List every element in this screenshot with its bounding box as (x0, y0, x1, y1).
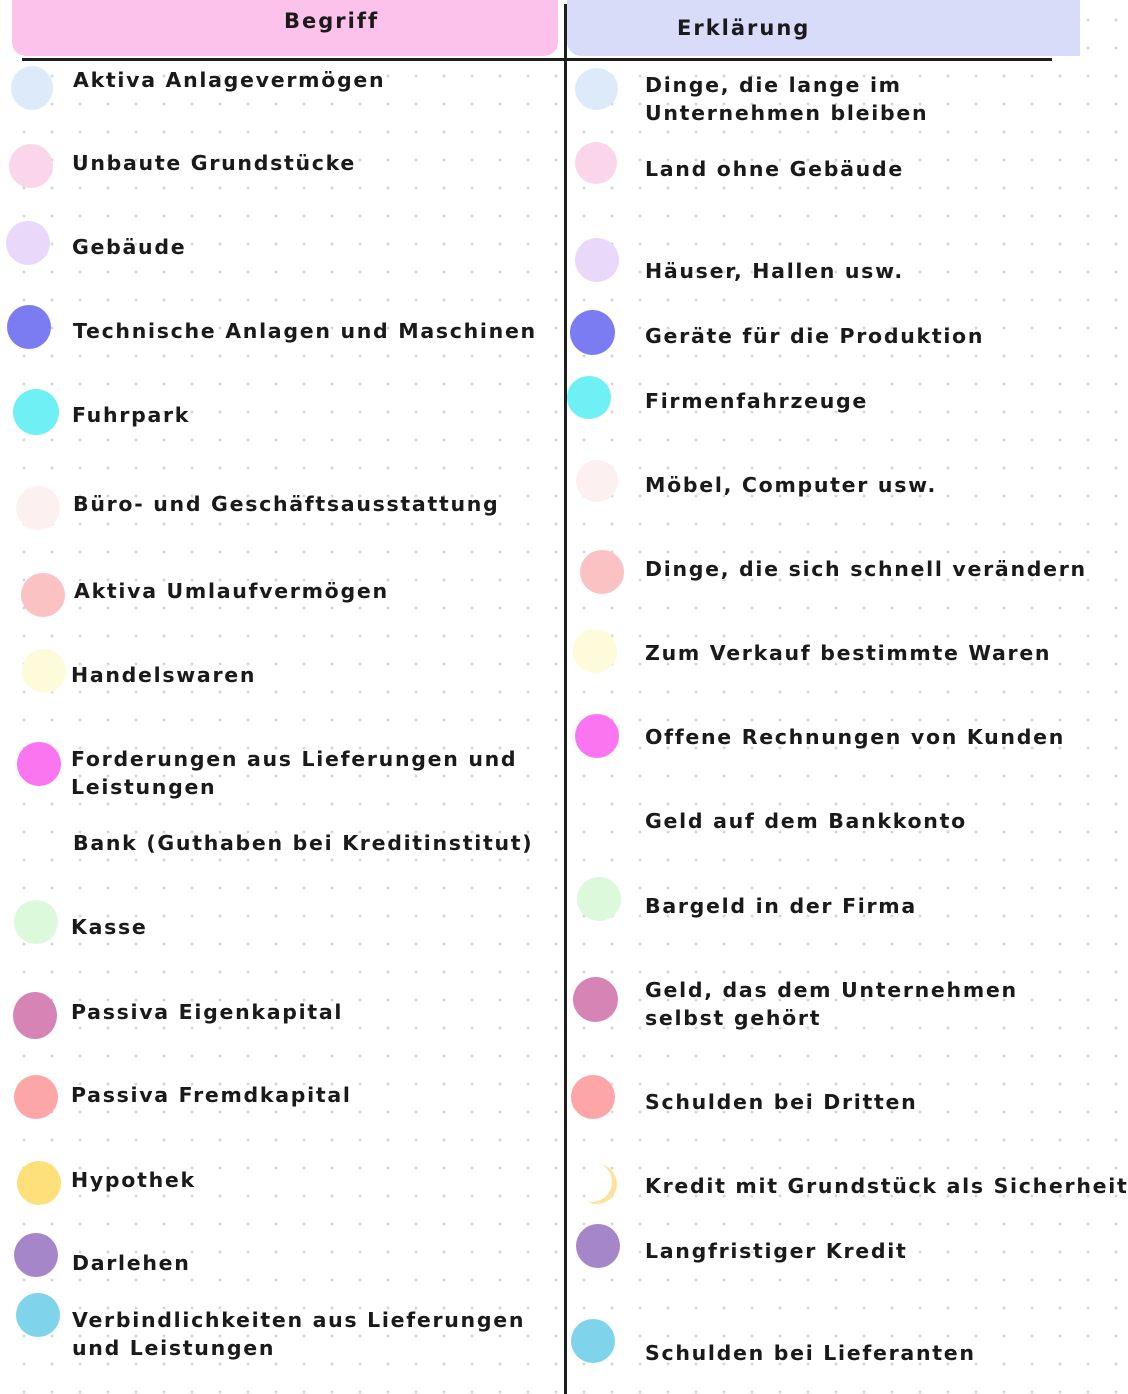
term-color-dot (17, 742, 61, 786)
explanation-color-dot (576, 460, 618, 502)
term-passiva-fremdkapital: Passiva Fremdkapital (71, 1083, 352, 1107)
term-bank: Bank (Guthaben bei Kreditinstitut) (73, 831, 534, 855)
header-divider (22, 58, 1052, 61)
term-verbindlichkeiten: Verbindlichkeiten aus Lieferungen und Leistungen (72, 1308, 526, 1360)
explanation-color-dot (570, 310, 615, 355)
crescent-moon-icon (572, 1162, 612, 1202)
term-color-dot (14, 1075, 58, 1119)
explanation-darlehen: Langfristiger Kredit (645, 1239, 908, 1263)
explanation-color-dot (567, 376, 611, 419)
term-color-dot (11, 66, 53, 110)
term-passiva-eigenkapital: Passiva Eigenkapital (71, 1000, 344, 1024)
column-divider (564, 4, 567, 1394)
explanation-handelswaren: Zum Verkauf bestimmte Waren (645, 641, 1052, 665)
explanation-bank: Geld auf dem Bankkonto (645, 809, 967, 833)
explanation-gebaeude: Häuser, Hallen usw. (645, 259, 904, 283)
term-color-dot (22, 649, 66, 693)
term-color-dot (16, 486, 60, 530)
explanation-kasse: Bargeld in der Firma (645, 894, 917, 918)
term-kasse: Kasse (71, 915, 148, 939)
explanation-color-dot (571, 1075, 615, 1119)
term-color-dot (14, 900, 58, 944)
explanation-forderungen: Offene Rechnungen von Kunden (645, 725, 1065, 749)
explanation-passiva-fremdkapital: Schulden bei Dritten (645, 1090, 918, 1114)
column-title-erklaerung: Erklärung (677, 16, 811, 40)
term-color-dot (13, 389, 59, 435)
term-handelswaren: Handelswaren (71, 663, 257, 687)
term-darlehen: Darlehen (72, 1251, 191, 1275)
explanation-technische-anlagen: Geräte für die Produktion (645, 324, 985, 348)
term-color-dot (21, 573, 65, 617)
explanation-color-dot (575, 238, 619, 282)
explanation-color-dot (573, 629, 617, 673)
explanation-buero-geschaeftsausstattung: Möbel, Computer usw. (645, 473, 937, 497)
explanation-color-dot (577, 877, 621, 921)
explanation-verbindlichkeiten: Schulden bei Lieferanten (645, 1341, 976, 1365)
term-aktiva-umlaufvermoegen: Aktiva Umlaufvermögen (74, 579, 389, 603)
term-color-dot (13, 992, 57, 1039)
term-forderungen: Forderungen aus Lieferungen und Leistungen (71, 747, 518, 799)
explanation-aktiva-anlagevermoegen: Dinge, die lange im Unternehmen bleiben (645, 73, 929, 125)
term-hypothek: Hypothek (71, 1168, 196, 1192)
explanation-color-dot (575, 714, 619, 758)
explanation-passiva-eigenkapital: Geld, das dem Unternehmen selbst gehört (645, 978, 1018, 1030)
explanation-hypothek: Kredit mit Grundstück als Sicherheit (645, 1174, 1128, 1198)
term-color-dot (6, 221, 50, 265)
explanation-unbaute-grundstuecke: Land ohne Gebäude (645, 157, 904, 181)
term-buero-geschaeftsausstattung: Büro- und Geschäftsausstattung (73, 492, 500, 516)
term-unbaute-grundstuecke: Unbaute Grundstücke (72, 151, 357, 175)
explanation-color-dot (576, 1224, 620, 1268)
explanation-color-dot (575, 68, 618, 110)
term-color-dot (17, 1161, 61, 1205)
explanation-color-dot (575, 142, 617, 184)
explanation-aktiva-umlaufvermoegen: Dinge, die sich schnell verändern (645, 557, 1087, 581)
explanation-fuhrpark: Firmenfahrzeuge (645, 389, 868, 413)
term-technische-anlagen: Technische Anlagen und Maschinen (73, 319, 537, 343)
explanation-color-dot (573, 977, 618, 1022)
term-color-dot (7, 305, 51, 349)
term-aktiva-anlagevermoegen: Aktiva Anlagevermögen (73, 68, 386, 92)
term-color-dot (16, 1293, 60, 1337)
term-color-dot (14, 1233, 58, 1277)
term-fuhrpark: Fuhrpark (72, 403, 191, 427)
explanation-color-dot (571, 1319, 615, 1363)
term-color-dot (9, 144, 53, 188)
column-title-begriff: Begriff (284, 9, 380, 33)
header-right-bar (567, 0, 1080, 56)
explanation-color-dot (580, 550, 624, 594)
term-gebaeude: Gebäude (72, 235, 187, 259)
